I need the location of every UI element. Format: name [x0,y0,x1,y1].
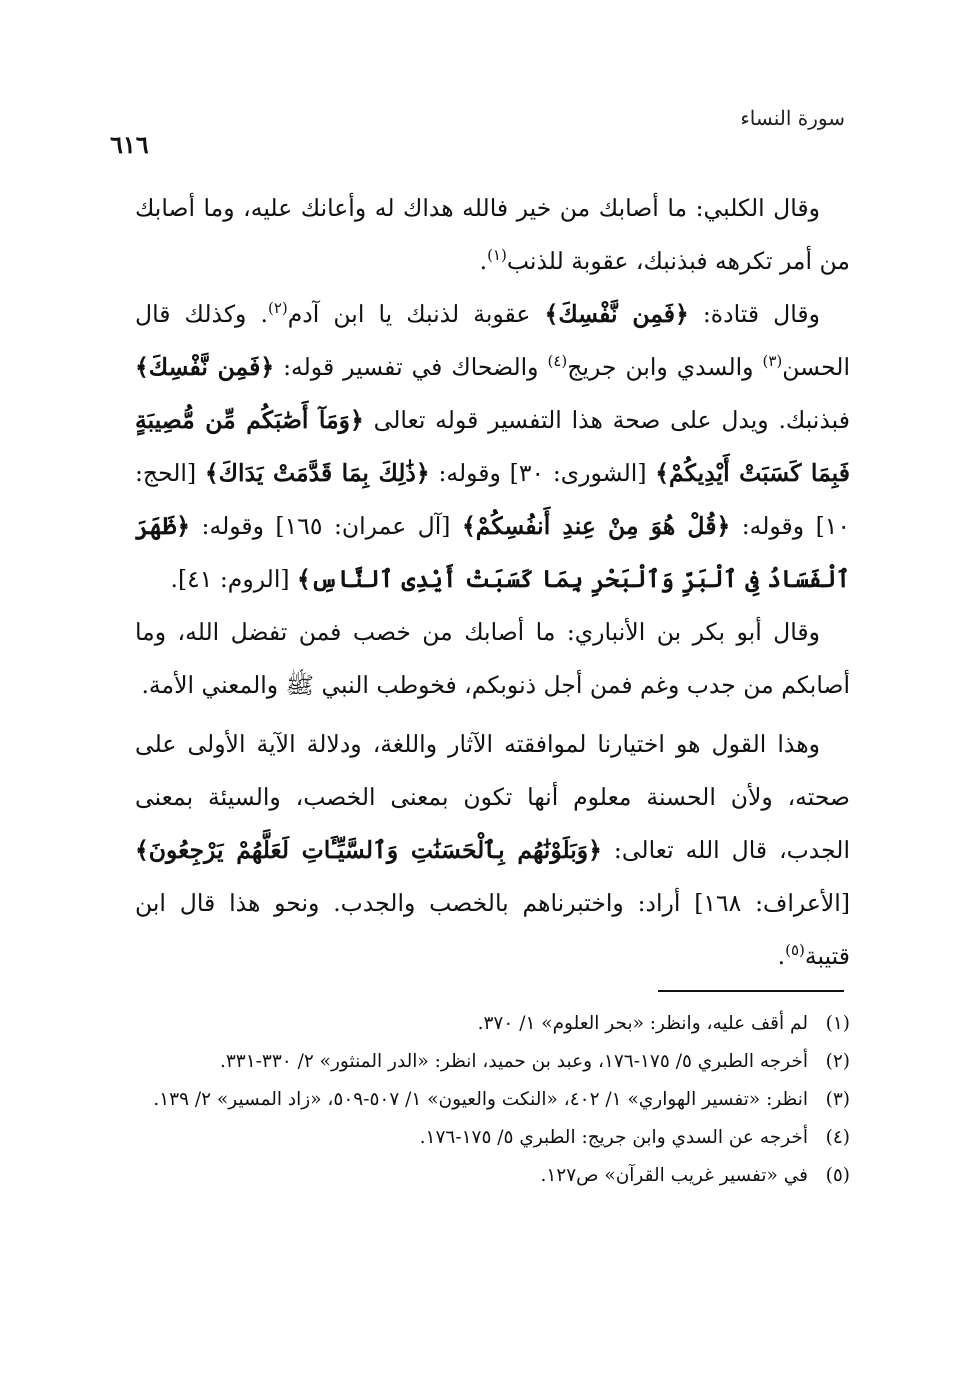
paragraph-text: وهذا القول هو اختيارنا لموافقته الآثار واللغة، ودلالة الآية الأولى على صحته، ولأن الحسنة معلوم أنها تكون بمعنى الخصب، والسيئة بمعنى الجدب، قال الله تعالى: [135,730,850,864]
quran-verse: ﴿ذَٰلِكَ بِمَا قَدَّمَتْ يَدَاكَ﴾ [204,459,430,487]
paragraph-qatada [135,288,850,606]
page-header [110,100,845,160]
footnote-number: (٢) [825,1051,850,1072]
footnote [135,1043,850,1081]
footnote-ref: (٢) [267,299,288,318]
paragraph-text: والسدي وابن جريج [567,353,763,381]
footnote-ref: (١) [487,246,507,265]
footnote [135,1119,850,1157]
footnotes [135,1005,850,1195]
paragraph-end: . [479,247,488,275]
paragraph-text: عقوبة لذنبك يا ابن آدم [287,300,545,328]
quran-verse: ﴿ظَهَرَ ٱلْفَسَادُ فِى ٱلْبَرِّ وَٱلْبَحْرِ بِمَا كَسَبَتْ أَيْدِى ٱلنَّاسِ﴾ [135,512,850,593]
paragraph-conclusion [135,718,850,983]
footnote-number: (٤) [825,1127,850,1148]
footnote-text: في «تفسير غريب القرآن» ص١٢٧. [540,1165,808,1186]
footnote-ref: (٣) [762,352,783,371]
footnote-number: (٥) [825,1165,850,1186]
footnote-ref: (٥) [785,941,805,960]
footnote-text: أخرجه عن السدي وابن جريج: الطبري ٥/ ١٧٥-١٧٦. [419,1127,808,1148]
footnote-ref: (٤) [547,352,568,371]
footnote-text: أخرجه الطبري ٥/ ١٧٥-١٧٦، وعبد بن حميد، انظر: «الدر المنثور» ٢/ ٣٣٠-٣٣١. [219,1051,808,1072]
surah-name: سورة النساء [740,106,845,130]
paragraph-text: . وكذلك قال الحسن [135,300,850,381]
footnote [135,1005,850,1043]
paragraph-text: والضحاك في تفسير قوله: [274,353,548,381]
quran-verse: ﴿قُلْ هُوَ مِنْ عِندِ أَنفُسِكُمْ﴾ [461,512,731,540]
page-number: ٦١٦ [110,130,149,159]
paragraph-text: وقال قتادة: [688,300,820,328]
verse-citation: [الشورى: ٣٠] وقوله: [429,459,656,487]
paragraph-anbari: وقال أبو بكر بن الأنباري: ما أصابك من خصب فمن تفضل الله، وما أصابكم من جدب وغم فمن أجل ذنوبكم، فخوطب النبي ﷺ والمعني الأمة. [135,618,850,699]
quran-verse: ﴿فَمِن نَّفْسِكَ﴾ [135,353,275,381]
verse-citation: [آل عمران: ١٦٥] وقوله: [190,512,462,540]
footnote-text: لم أقف عليه، وانظر: «بحر العلوم» ١/ ٣٧٠. [477,1013,808,1034]
paragraph-text: وقال الكلبي: ما أصابك من خير فالله هداك له وأعانك عليه، وما أصابك من أمر تكرهه فبذنبك، عقوبة للذنب [135,194,850,275]
quran-verse: ﴿وَبَلَوْنَٰهُم بِٱلْحَسَنَٰتِ وَٱلسَّيِّـَٔاتِ لَعَلَّهُمْ يَرْجِعُونَ﴾ [135,836,602,864]
paragraph-kalbi [135,182,850,288]
paragraph-text: فبذنبك. ويدل على صحة هذا التفسير قوله تعالى [363,406,851,434]
paragraph-text: [الأعراف: ١٦٨] أراد: واختبرناهم بالخصب والجدب. ونحو هذا قال ابن قتيبة [135,889,850,970]
quran-verse: ﴿وَمَآ أَصَٰبَكُم مِّن مُّصِيبَةٍ فَبِمَا كَسَبَتْ أَيْدِيكُمْ﴾ [135,406,851,487]
footnote [135,1081,850,1119]
footnote-number: (١) [825,1013,850,1034]
footnote [135,1157,850,1195]
verse-citation: [الحج: ١٠] وقوله: [135,459,850,540]
paragraph-end: . [777,942,786,970]
quran-verse: ﴿فَمِن نَّفْسِكَ﴾ [544,300,689,328]
main-text [135,182,850,983]
verse-citation: [الروم: ٤١]. [170,565,298,593]
footnote-separator [658,990,844,992]
footnote-number: (٣) [825,1089,850,1110]
footnote-text: انظر: «تفسير الهواري» ١/ ٤٠٢، «النكت والعيون» ١/ ٥٠٧-٥٠٩، «زاد المسير» ٢/ ١٣٩. [153,1089,808,1110]
